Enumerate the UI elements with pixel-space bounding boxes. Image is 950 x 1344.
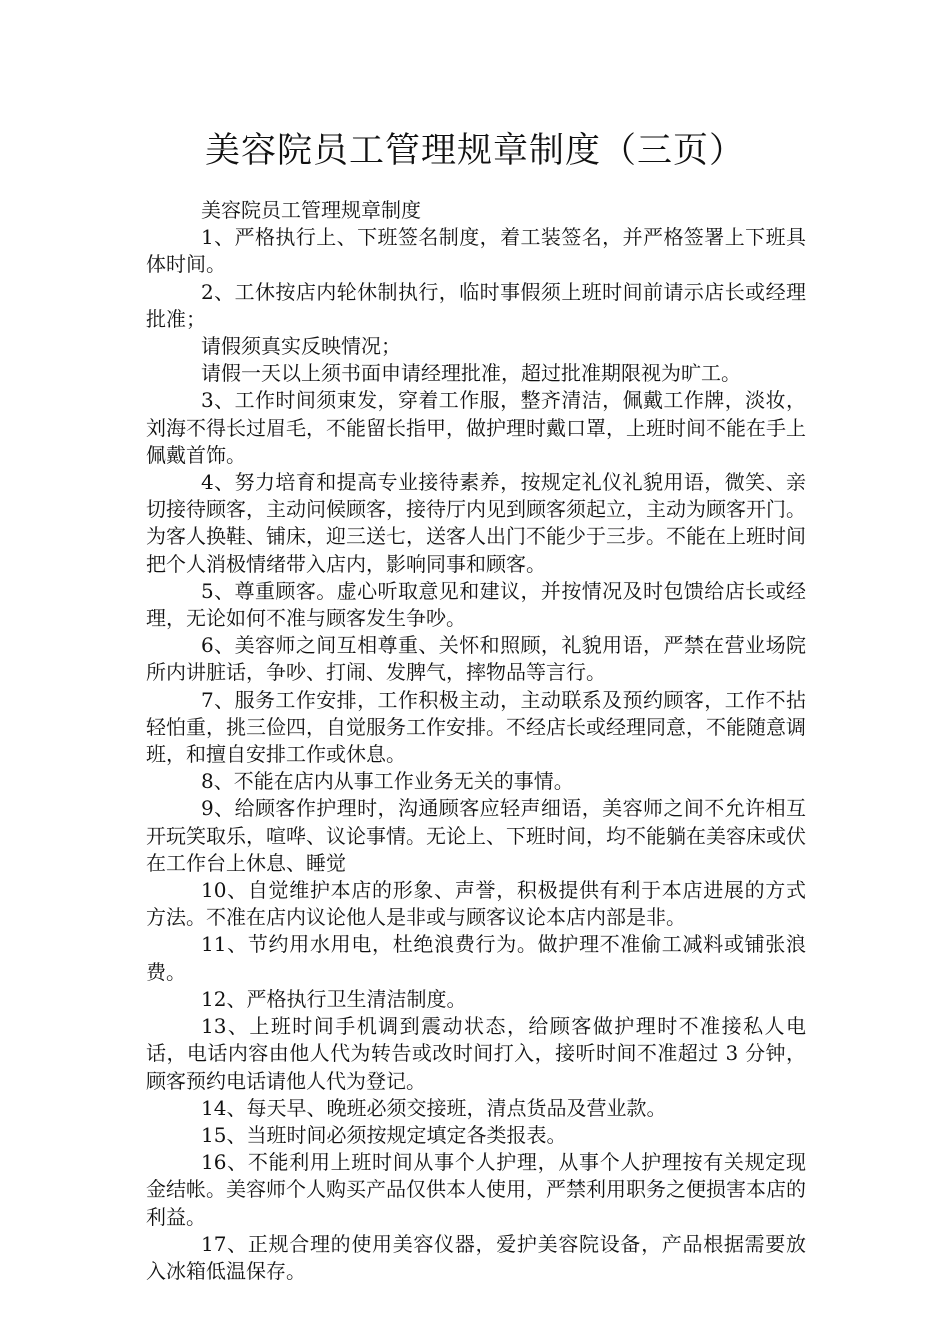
rule-paragraph-2-note-a: 请假须真实反映情况； (201, 334, 401, 359)
rule-paragraph-2: 2、工休按店内轮休制执行，临时事假须上班时间前请示店长或经理批准； (146, 279, 806, 331)
rule-paragraph-1: 1、严格执行上、下班签名制度，着工装签名，并严格签署上下班具体时间。 (146, 225, 806, 277)
rule-paragraph-11: 11、节约用水用电，杜绝浪费行为。做护理不准偷工减料或铺张浪费。 (146, 932, 806, 984)
rule-paragraph-7: 7、服务工作安排，工作积极主动，主动联系及预约顾客，工作不拈轻怕重，挑三俭四，自觉服务工作安排。不经店长或经理同意，不能随意调班，和擅自安排工作或休息。 (146, 687, 806, 767)
rule-paragraph-13: 13、上班时间手机调到震动状态，给顾客做护理时不准接私人电话，电话内容由他人代为转告或改时间打入，接听时间不准超过 3 分钟，顾客预约电话请他人代为登记。 (146, 1014, 806, 1093)
rule-paragraph-3: 3、工作时间须束发，穿着工作服，整齐清洁，佩戴工作牌，淡妆，刘海不得长过眉毛，不能留长指甲，做护理时戴口罩，上班时间不能在手上佩戴首饰。 (146, 388, 806, 467)
document-title: 美容院员工管理规章制度（三页） (204, 131, 745, 171)
rule-paragraph-17: 17、正规合理的使用美容仪器，爱护美容院设备，产品根据需要放入冰箱低温保存。 (146, 1231, 806, 1283)
rule-paragraph-16: 16、不能利用上班时间从事个人护理，从事个人护理按有关规定现金结帐。美容师个人购买产品仅供本人使用，严禁利用职务之便损害本店的利益。 (146, 1150, 806, 1229)
document-subtitle: 美容院员工管理规章制度 (201, 198, 421, 222)
rule-paragraph-14: 14、每天早、晚班必须交接班，清点货品及营业款。 (201, 1095, 667, 1120)
rule-paragraph-4: 4、努力培育和提高专业接待素养，按规定礼仪礼貌用语，微笑、亲切接待顾客，主动问候顾客，接待厅内见到顾客须起立，主动为顾客开门。为客人换鞋、铺床，迎三送七，送客人出门不能少于三步。不能在上班时间把个人消极情绪带入店内，影响同事和顾客。 (146, 470, 806, 576)
rule-paragraph-8: 8、不能在店内从事工作业务无关的事情。 (201, 769, 574, 794)
rule-paragraph-5: 5、尊重顾客。虚心听取意见和建议，并按情况及时包馈给店长或经理，无论如何不准与顾客发生争吵。 (146, 578, 806, 631)
rule-paragraph-12: 12、严格执行卫生清洁制度。 (201, 986, 467, 1011)
rule-paragraph-10: 10、自觉维护本店的形象、声誉，积极提供有利于本店进展的方式方法。不准在店内议论他人是非或与顾客议论本店内部是非。 (146, 878, 806, 930)
rule-paragraph-2-note-b: 请假一天以上须书面申请经理批准，超过批准期限视为旷工。 (201, 361, 741, 386)
rule-paragraph-9: 9、给顾客作护理时，沟通顾客应轻声细语，美容师之间不允许相互开玩笑取乐，喧哗、议论事情。无论上、下班时间，均不能躺在美容床或伏在工作台上休息、睡觉 (146, 796, 806, 875)
rule-paragraph-6: 6、美容师之间互相尊重、关怀和照顾，礼貌用语，严禁在营业场院所内讲脏话，争吵、打闹、发脾气，摔物品等言行。 (146, 633, 806, 685)
rule-paragraph-15: 15、当班时间必须按规定填定各类报表。 (201, 1122, 567, 1147)
document-body (146, 197, 806, 1285)
